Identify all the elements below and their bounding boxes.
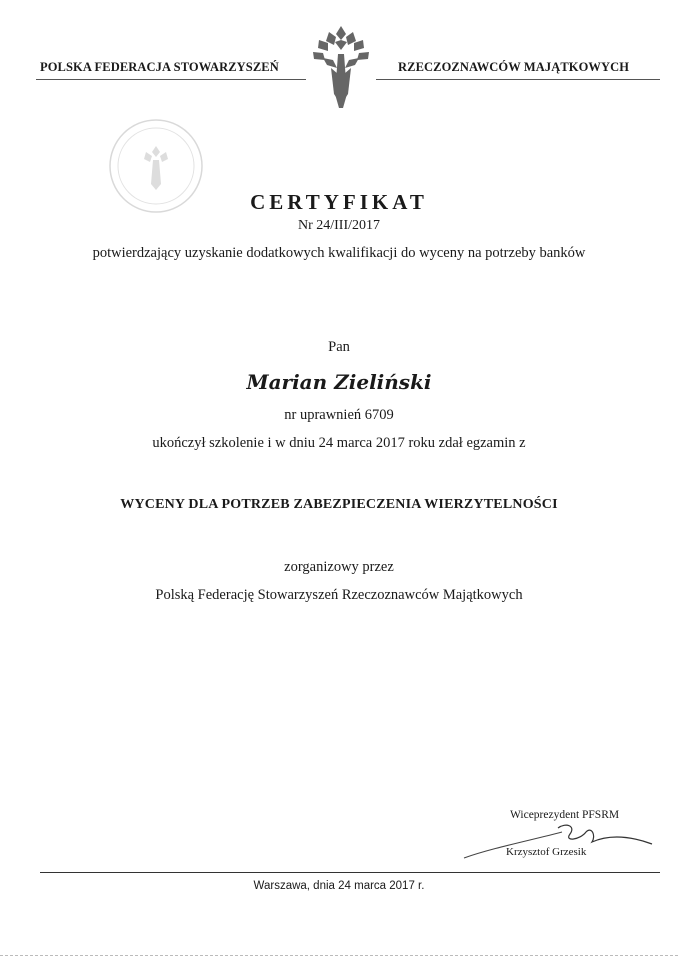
scan-edge xyxy=(0,955,678,956)
certificate-number: Nr 24/III/2017 xyxy=(297,218,381,233)
license-number: nr uprawnień 6709 xyxy=(284,407,394,423)
certificate-purpose: potwierdzający uzyskanie dodatkowych kwalifikacji do wyceny na potrzeby banków xyxy=(92,245,586,261)
certificate-title: CERTYFIKAT xyxy=(250,190,428,214)
recipient-name: Marian Zieliński xyxy=(246,370,432,394)
organizer-name: Polską Federację Stowarzyszeń Rzeczoznawców Majątkowych xyxy=(155,587,523,603)
tree-logo-icon xyxy=(309,24,373,110)
salutation: Pan xyxy=(328,339,350,355)
organized-by-label: zorganizowy przez xyxy=(284,559,394,575)
signatory-name: Krzysztof Grzesik xyxy=(506,846,587,858)
header-left-title: POLSKA FEDERACJA STOWARZYSZEŃ xyxy=(40,60,279,74)
header-left-rule xyxy=(36,79,306,80)
completion-statement: ukończył szkolenie i w dniu 24 marca 2017 roku zdał egzamin z xyxy=(152,435,526,451)
signatory-role: Wiceprezydent PFSRM xyxy=(510,809,620,821)
header-right-title: RZECZOZNAWCÓW MAJĄTKOWYCH xyxy=(398,60,630,74)
footer-rule xyxy=(40,872,660,873)
exam-subject: WYCENY DLA POTRZEB ZABEZPIECZENIA WIERZYTELNOŚCI xyxy=(120,497,558,512)
header-right-rule xyxy=(376,79,660,80)
place-and-date: Warszawa, dnia 24 marca 2017 r. xyxy=(253,880,425,892)
